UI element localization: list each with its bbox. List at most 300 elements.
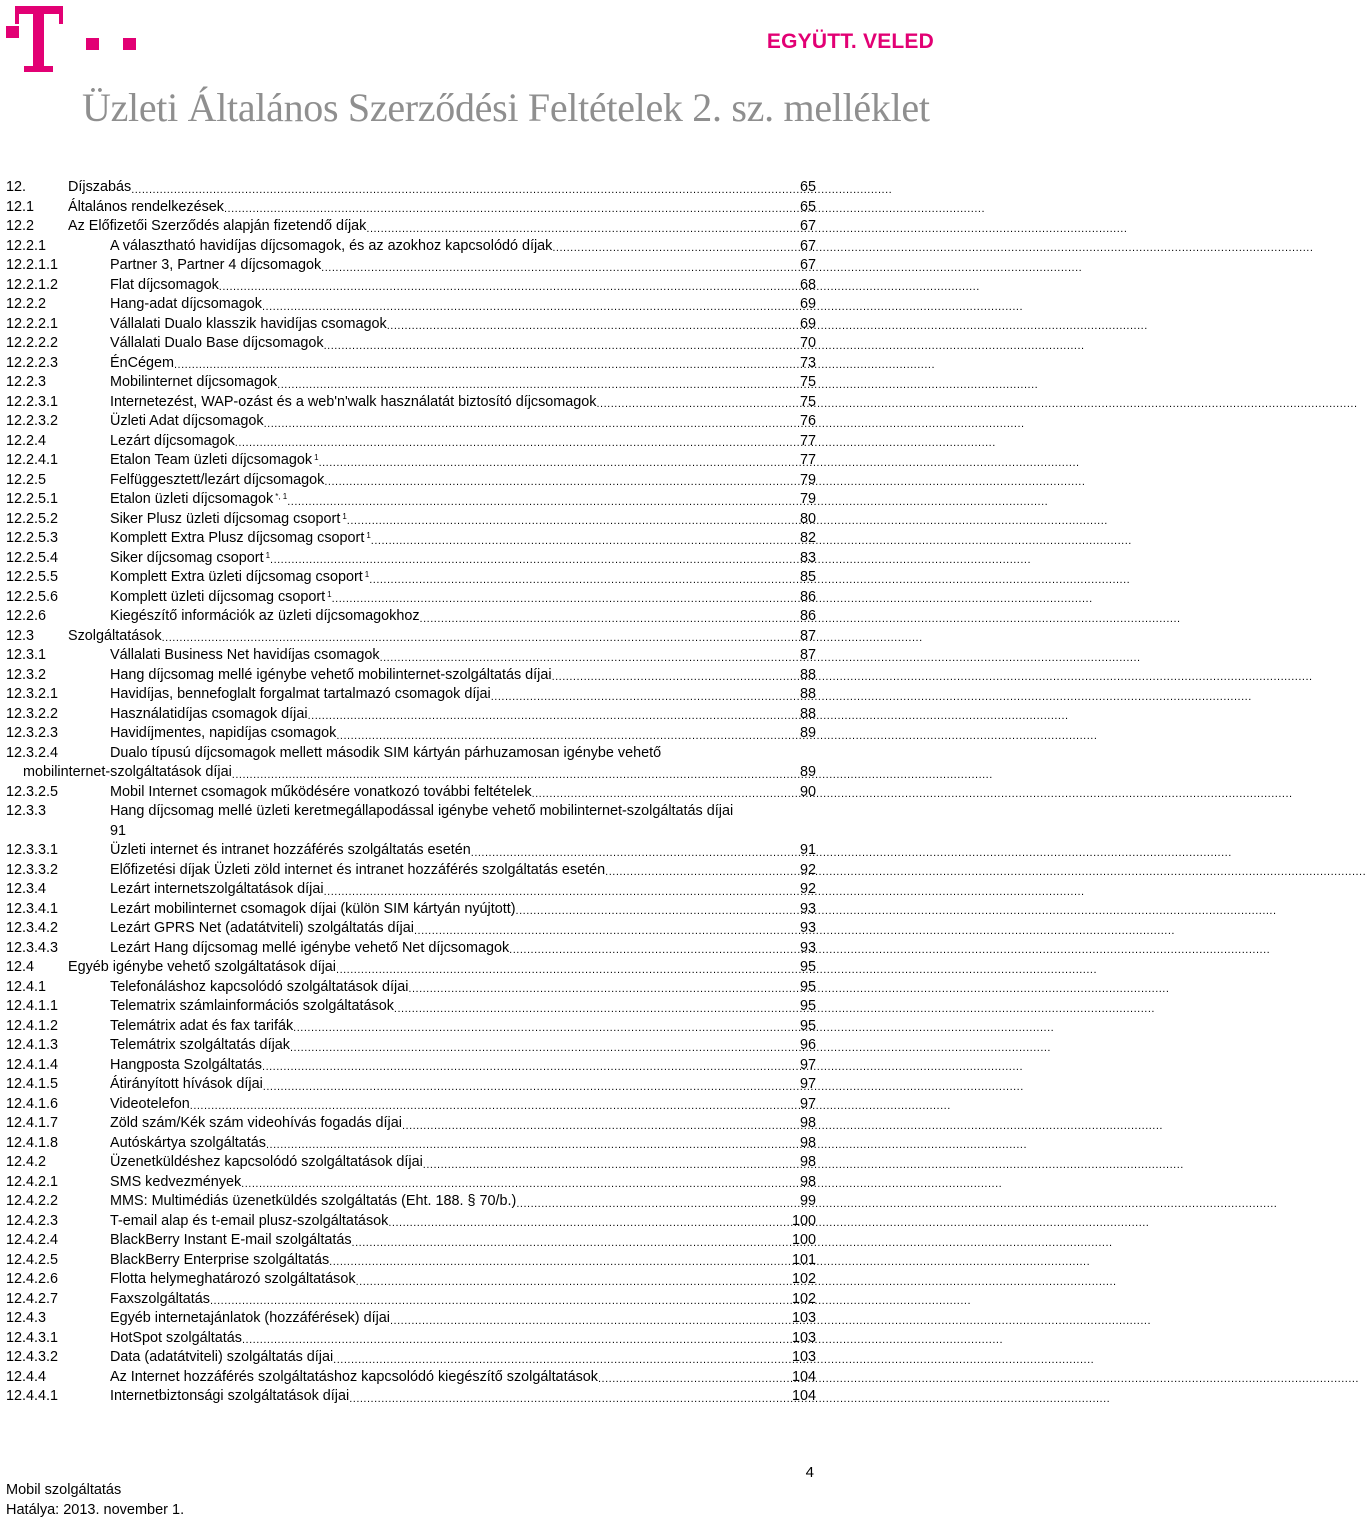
- toc-entry-label: MMS: Multimédiás üzenetküldés szolgáltatás (Eht. 188. § 70/b.): [110, 1193, 517, 1209]
- toc-leader-dots: [414, 923, 800, 939]
- toc-entry[interactable]: [6, 1192, 816, 1212]
- toc-entry-number: 12.2.4: [6, 432, 47, 449]
- toc-entry-page: 75: [799, 393, 816, 410]
- toc-entry-page: 98: [799, 1154, 816, 1170]
- toc-entry-number: 12.2.5.5: [6, 569, 59, 585]
- toc-entry[interactable]: [6, 744, 816, 783]
- toc-leader-dots: [235, 435, 800, 451]
- toc-entry-page: 76: [799, 413, 816, 429]
- toc-entry-page: 77: [799, 452, 816, 468]
- toc-entry-page: 67: [799, 218, 816, 234]
- toc-entry[interactable]: [6, 1095, 816, 1115]
- toc-entry[interactable]: [6, 373, 816, 393]
- toc-entry-number: 12.4.1.5: [6, 1076, 59, 1092]
- toc-entry-number: 12.2.5.4: [6, 549, 59, 566]
- toc-entry-number: 12.4.3: [6, 1310, 47, 1326]
- toc-entry-label: Siker díjcsomag csoport: [110, 549, 264, 566]
- toc-leader-dots: [356, 1274, 792, 1290]
- toc-entry-number: 12.4.1.8: [6, 1134, 59, 1151]
- toc-entry[interactable]: [6, 1153, 816, 1173]
- toc-leader-dots: [509, 942, 800, 958]
- toc-leader-dots: [308, 708, 800, 724]
- toc-entry[interactable]: [6, 295, 816, 315]
- toc-entry-number: 12.4.1.3: [6, 1037, 59, 1053]
- toc-entry-number: 12.4.1.1: [6, 998, 59, 1014]
- toc-leader-dots: [210, 1293, 792, 1309]
- toc-entry-number: 12.2.1.1: [6, 257, 59, 273]
- toc-entry-number: 12.4: [6, 959, 35, 975]
- toc-entry-page: 100: [791, 1232, 816, 1248]
- toc-entry-page: 82: [799, 530, 816, 546]
- toc-entry-number: 12.2.1.2: [6, 276, 59, 293]
- toc-entry[interactable]: [6, 432, 816, 452]
- toc-leader-dots: [262, 299, 800, 315]
- toc-entry-number: 12.3.2: [6, 666, 47, 683]
- toc-entry-label: Vállalati Dualo klasszik havidíjas csomagok: [110, 315, 387, 332]
- toc-leader-dots: [290, 1040, 800, 1056]
- toc-entry[interactable]: [6, 217, 816, 237]
- toc-entry-label: Kiegészítő információk az üzleti díjcsomagokhoz: [110, 608, 420, 624]
- toc-entry[interactable]: [6, 1056, 816, 1076]
- toc-entry[interactable]: [6, 1212, 816, 1232]
- toc-leader-dots: [352, 1235, 792, 1251]
- toc-entry-number: 12.4.2.1: [6, 1173, 59, 1190]
- toc-entry[interactable]: [6, 393, 816, 413]
- toc-entry-number: 12.3.3.1: [6, 842, 59, 858]
- toc-entry-number: 12.2.2: [6, 296, 47, 312]
- toc-leader-dots: [332, 591, 800, 607]
- toc-entry[interactable]: [6, 724, 816, 744]
- toc-entry[interactable]: [6, 666, 816, 686]
- toc-entry-page: 96: [799, 1037, 816, 1053]
- toc-entry[interactable]: [6, 627, 816, 647]
- toc-entry[interactable]: [6, 1368, 816, 1388]
- toc-entry-label: T-email alap és t-email plusz-szolgáltatások: [110, 1212, 389, 1229]
- toc-entry-label: Hang-adat díjcsomagok: [110, 296, 262, 312]
- toc-entry-page: 65: [799, 179, 816, 195]
- toc-entry[interactable]: [6, 978, 816, 998]
- toc-entry-number: 12.2.5.2: [6, 510, 59, 527]
- toc-leader-dots: [387, 318, 800, 334]
- toc-entry-footnote-mark: 1: [265, 550, 271, 560]
- toc-entry[interactable]: [6, 880, 816, 900]
- toc-entry[interactable]: [6, 685, 816, 705]
- toc-entry-number: 12.2.3.2: [6, 413, 59, 429]
- toc-entry-footnote-mark: 1: [366, 531, 371, 540]
- toc-leader-dots: [232, 767, 800, 783]
- toc-entry[interactable]: [6, 1036, 816, 1056]
- toc-entry-label: Általános rendelkezések: [68, 198, 224, 215]
- toc-entry-label: Partner 3, Partner 4 díjcsomagok: [110, 257, 322, 273]
- toc-entry-page: 98: [799, 1115, 816, 1131]
- toc-leader-dots: [324, 338, 800, 354]
- toc-entry-footnote-mark: 1: [342, 511, 347, 521]
- toc-entry-number: 12.4.1: [6, 978, 47, 995]
- toc-entry[interactable]: [6, 958, 816, 978]
- toc-entry-footnote-mark: 1: [327, 589, 332, 599]
- telekom-logo: [6, 4, 146, 74]
- toc-entry-page: 79: [799, 471, 816, 488]
- toc-entry-number: 12.2.2.3: [6, 354, 59, 371]
- toc-leader-dots: [324, 474, 800, 490]
- toc-leader-dots: [605, 864, 800, 880]
- toc-entry-label: Hang díjcsomag mellé igénybe vehető mobilinternet-szolgáltatás díjai: [110, 666, 552, 683]
- toc-leader-dots: [190, 1098, 800, 1114]
- toc-leader-dots: [262, 1059, 800, 1075]
- toc-entry-page: 98: [799, 1134, 816, 1151]
- toc-entry-number: 12.2.4.1: [6, 452, 59, 468]
- toc-entry-label: Flat díjcsomagok: [110, 276, 219, 293]
- toc-entry-page: 91: [799, 842, 816, 858]
- toc-entry-page: 97: [799, 1056, 816, 1073]
- toc-entry[interactable]: [6, 1290, 816, 1310]
- toc-entry-label: Hangposta Szolgáltatás: [110, 1056, 263, 1073]
- toc-entry-number: 12.3.2.3: [6, 725, 59, 741]
- toc-entry-page: 83: [799, 549, 816, 566]
- toc-entry-label: Siker Plusz üzleti díjcsomag csoport: [110, 510, 341, 527]
- toc-entry-page: 88: [799, 686, 816, 702]
- toc-entry-number: 12.1: [6, 198, 35, 215]
- toc-entry[interactable]: [6, 919, 816, 939]
- toc-entry[interactable]: [6, 1270, 816, 1290]
- toc-entry-page: 104: [791, 1368, 816, 1385]
- toc-entry-page: 87: [799, 627, 816, 644]
- toc-entry-page: 79: [799, 491, 816, 507]
- toc-entry[interactable]: [6, 412, 816, 432]
- toc-entry-label: Egyéb igénybe vehető szolgáltatások díjai: [68, 959, 337, 975]
- toc-entry-label: Lezárt Hang díjcsomag mellé igénybe vehető Net díjcsomagok: [110, 939, 510, 956]
- toc-entry-label: Internetezést, WAP-ozást és a web'n'walk használatát biztosító díjcsomagok: [110, 393, 597, 410]
- toc-entry-label: Mobilinternet díjcsomagok: [110, 374, 278, 390]
- toc-entry-page: 95: [799, 959, 816, 975]
- toc-leader-dots: [423, 1157, 800, 1173]
- toc-entry-page: 103: [791, 1310, 816, 1326]
- toc-entry-page: 69: [799, 315, 816, 332]
- toc-entry[interactable]: [6, 783, 816, 803]
- toc-leader-dots: [264, 416, 800, 432]
- toc-entry-label: BlackBerry Instant E-mail szolgáltatás: [110, 1232, 352, 1248]
- toc-leader-dots: [380, 650, 800, 666]
- footer: [6, 1480, 184, 1520]
- toc-entry-number: 12.4.2.5: [6, 1251, 59, 1268]
- toc-entry-number: 12.2.5: [6, 471, 47, 488]
- toc-entry[interactable]: [6, 1309, 816, 1329]
- toc-leader-dots: [266, 1137, 800, 1153]
- toc-entry-number: 12.4.1.6: [6, 1095, 59, 1112]
- toc-leader-dots: [270, 552, 800, 568]
- toc-entry[interactable]: [6, 1329, 816, 1349]
- toc-entry-label: Data (adatátviteli) szolgáltatás díjai: [110, 1349, 334, 1365]
- toc-entry-label: Faxszolgáltatás: [110, 1290, 210, 1307]
- toc-entry[interactable]: [6, 237, 816, 257]
- toc-entry-number: 12.3: [6, 627, 35, 644]
- toc-entry[interactable]: [6, 1017, 816, 1037]
- toc-entry[interactable]: [6, 841, 816, 861]
- toc-leader-dots: [324, 884, 800, 900]
- toc-entry-page: 101: [791, 1251, 816, 1268]
- toc-entry-number: 12.3.3.2: [6, 861, 59, 878]
- toc-entry-number: 12.4.1.7: [6, 1115, 59, 1131]
- toc-entry-label: Komplett Extra üzleti díjcsomag csoport: [110, 569, 363, 585]
- toc-leader-dots: [552, 669, 800, 685]
- toc-entry-page: 97: [799, 1095, 816, 1112]
- toc-entry-page: 67: [799, 257, 816, 273]
- toc-entry-number: 12.3.4.1: [6, 900, 59, 917]
- toc-entry-number: 12.3.4.2: [6, 920, 59, 936]
- toc-entry-label: ÉnCégem: [110, 354, 174, 371]
- toc-entry-number: 12.2.2.1: [6, 315, 59, 332]
- toc-entry-label: Használatidíjas csomagok díjai: [110, 705, 308, 722]
- toc-entry-page: 85: [799, 569, 816, 585]
- toc-entry-number: 12.4.4: [6, 1368, 47, 1385]
- toc-leader-dots: [219, 279, 800, 295]
- brand-tagline: EGYÜTT. VELED: [766, 30, 934, 53]
- toc-entry-label: Etalon Team üzleti díjcsomagok: [110, 452, 313, 468]
- toc-entry-label: Etalon üzleti díjcsomagok: [110, 491, 274, 507]
- toc-leader-dots: [336, 962, 800, 978]
- toc-leader-dots: [162, 630, 800, 646]
- toc-entry-number: 12.3.2.1: [6, 686, 59, 702]
- toc-leader-dots: [491, 689, 800, 705]
- toc-entry-page: 93: [799, 900, 816, 917]
- toc-leader-dots: [516, 903, 800, 919]
- toc-entry-label: Az Internet hozzáférés szolgáltatáshoz kapcsolódó kiegészítő szolgáltatások: [110, 1368, 598, 1385]
- toc-entry-number: 12.3.4: [6, 881, 47, 897]
- toc-entry-page: 95: [799, 1017, 816, 1034]
- toc-entry-label: Lezárt GPRS Net (adatátviteli) szolgáltatás díjai: [110, 920, 414, 936]
- toc-entry-number: 12.3.4.3: [6, 939, 59, 956]
- toc-entry-label: SMS kedvezmények: [110, 1173, 242, 1190]
- page-number: 4: [805, 1464, 814, 1481]
- toc-leader-dots: [293, 1020, 800, 1036]
- footer-effective-date: Hatálya: 2013. november 1.: [6, 1502, 185, 1518]
- toc-leader-dots: [336, 728, 800, 744]
- toc-entry-page: 102: [791, 1271, 816, 1287]
- toc-leader-dots: [516, 1196, 800, 1212]
- toc-entry-page: 90: [799, 783, 816, 800]
- toc-entry-number: 12.4.2.4: [6, 1232, 59, 1248]
- toc-entry[interactable]: [6, 607, 816, 627]
- toc-entry-number: 12.4.2.7: [6, 1290, 59, 1307]
- toc-entry[interactable]: [6, 276, 816, 296]
- toc-entry-label: Üzleti internet és intranet hozzáférés szolgáltatás esetén: [110, 842, 471, 858]
- toc-entry-page: 88: [799, 666, 816, 683]
- toc-entry[interactable]: [6, 198, 816, 218]
- toc-entry[interactable]: [6, 1348, 816, 1368]
- toc-entry-label: Zöld szám/Kék szám videohívás fogadás díjai: [110, 1115, 402, 1131]
- toc-entry-page: 103: [791, 1329, 816, 1346]
- toc-entry-footnote-mark: *, 1: [275, 492, 288, 501]
- toc-entry-page: 103: [791, 1349, 816, 1365]
- toc-entry-label: Flotta helymeghatározó szolgáltatások: [110, 1271, 356, 1287]
- toc-entry-label: Előfizetési díjak Üzleti zöld internet és intranet hozzáférés szolgáltatás esetén: [110, 861, 606, 878]
- toc-entry-number: 12.2.1: [6, 237, 47, 254]
- toc-entry-label: A választható havidíjas díjcsomagok, és az azokhoz kapcsolódó díjak: [110, 237, 553, 254]
- toc-entry-label: Lezárt díjcsomagok: [110, 432, 235, 449]
- toc-entry-number: 12.3.2.2: [6, 705, 59, 722]
- toc-entry-number: 12.2.2.2: [6, 335, 59, 351]
- toc-entry-number: 12.2.3: [6, 374, 47, 390]
- toc-entry-number: 12.3.3: [6, 803, 47, 819]
- toc-entry-number: 12.4.2.2: [6, 1193, 59, 1209]
- toc-leader-dots: [552, 240, 800, 256]
- toc-leader-dots: [371, 533, 800, 549]
- toc-entry-label: Telemátrix szolgáltatás díjak: [110, 1037, 290, 1053]
- toc-entry[interactable]: [6, 1114, 816, 1134]
- toc-entry-number: 12.2.3.1: [6, 393, 59, 410]
- toc-leader-dots: [329, 1254, 792, 1270]
- toc-entry[interactable]: [6, 256, 816, 276]
- toc-entry-page: 89: [799, 725, 816, 741]
- toc-entry-page: 95: [799, 978, 816, 995]
- toc-entry-page: 102: [791, 1290, 816, 1307]
- toc-entry-label: HotSpot szolgáltatás: [110, 1329, 242, 1346]
- toc-entry-page: 89: [799, 764, 816, 780]
- toc-entry[interactable]: [6, 1173, 816, 1193]
- toc-entry-page: 92: [799, 861, 816, 878]
- toc-leader-dots: [532, 786, 800, 802]
- toc-entry-label: Üzenetküldéshez kapcsolódó szolgáltatások díjai: [110, 1154, 423, 1170]
- toc-leader-dots: [408, 981, 800, 997]
- toc-entry-label: Telematrix számlainformációs szolgáltatások: [110, 998, 394, 1014]
- toc-entry[interactable]: [6, 529, 816, 549]
- toc-entry-number: 12.4.2: [6, 1154, 47, 1170]
- toc-entry[interactable]: [6, 997, 816, 1017]
- toc-entry-number: 12.4.2.3: [6, 1212, 59, 1229]
- toc-entry[interactable]: [6, 451, 816, 471]
- toc-entry-label: Internetbiztonsági szolgáltatások díjai: [110, 1388, 350, 1404]
- toc-entry[interactable]: [6, 705, 816, 725]
- toc-entry-footnote-mark: 1: [314, 453, 319, 462]
- toc-entry[interactable]: [6, 549, 816, 569]
- toc-entry[interactable]: [6, 178, 816, 198]
- toc-leader-dots: [174, 357, 800, 373]
- toc-leader-dots: [321, 260, 800, 276]
- toc-entry[interactable]: [6, 1251, 816, 1271]
- toc-leader-dots: [224, 201, 800, 217]
- toc-entry-label: Díjszabás: [68, 179, 132, 195]
- toc-entry-page: 95: [799, 998, 816, 1014]
- document-title: Üzleti Általános Szerződési Feltételek 2. sz. melléklet: [82, 85, 930, 130]
- toc-entry-page: 87: [799, 647, 816, 663]
- toc-entry-number: 12.2.5.3: [6, 530, 59, 546]
- toc-leader-dots: [598, 1371, 792, 1387]
- toc-entry-number: 12.3.2.5: [6, 783, 59, 800]
- toc-entry-page: 70: [799, 335, 816, 351]
- toc-entry-number: 12.4.1.4: [6, 1056, 59, 1073]
- toc-entry-page: 88: [799, 705, 816, 722]
- toc-entry[interactable]: [6, 315, 816, 335]
- toc-entry-label: Felfüggesztett/lezárt díjcsomagok: [110, 471, 325, 488]
- toc-leader-dots: [349, 1391, 792, 1407]
- toc-entry-label: Vállalati Business Net havidíjas csomagok: [110, 647, 380, 663]
- toc-entry-label: BlackBerry Enterprise szolgáltatás: [110, 1251, 330, 1268]
- toc-entry-page: 93: [799, 939, 816, 956]
- toc-entry-label: Hang díjcsomag mellé üzleti keretmegállapodással igénybe vehető mobilinternet-szolgáltatás díjai: [110, 803, 734, 819]
- toc-entry[interactable]: [6, 588, 816, 608]
- toc-entry-page: 99: [799, 1193, 816, 1209]
- toc-entry-label: Havidíjmentes, napidíjas csomagok: [110, 725, 337, 741]
- toc-leader-dots: [241, 1176, 800, 1192]
- toc-leader-dots: [388, 1215, 792, 1231]
- toc-leader-dots: [287, 494, 800, 510]
- toc-entry[interactable]: [6, 568, 816, 588]
- toc-entry[interactable]: [6, 471, 816, 491]
- toc-leader-dots: [471, 845, 800, 861]
- toc-entry[interactable]: [6, 646, 816, 666]
- toc-entry-page: 104: [791, 1388, 816, 1404]
- table-of-contents: [6, 178, 816, 1407]
- toc-entry-number: 12.3.1: [6, 647, 47, 663]
- toc-entry[interactable]: [6, 1075, 816, 1095]
- toc-entry-label: Komplett Extra Plusz díjcsomag csoport: [110, 530, 365, 546]
- toc-leader-dots: [420, 611, 800, 627]
- toc-leader-dots: [597, 396, 800, 412]
- toc-entry[interactable]: [6, 939, 816, 959]
- toc-leader-dots: [366, 221, 800, 237]
- toc-entry-label: Komplett üzleti díjcsomag csoport: [110, 588, 326, 605]
- toc-entry-number: 12.4.3.1: [6, 1329, 59, 1346]
- toc-entry-label: Havidíjas, bennefoglalt forgalmat tartalmazó csomagok díjai: [110, 686, 491, 702]
- toc-entry-label: Videotelefon: [110, 1095, 190, 1112]
- toc-entry-page: 92: [799, 881, 816, 897]
- toc-entry-page: 91: [110, 822, 127, 839]
- toc-entry[interactable]: [6, 354, 816, 374]
- toc-entry-page: 100: [791, 1212, 816, 1229]
- toc-entry-label: Szolgáltatások: [68, 627, 162, 644]
- toc-leader-dots: [333, 1352, 792, 1368]
- toc-entry[interactable]: [6, 900, 816, 920]
- toc-entry-page: 65: [799, 198, 816, 215]
- toc-entry[interactable]: [6, 334, 816, 354]
- toc-entry-label: Vállalati Dualo Base díjcsomagok: [110, 335, 324, 351]
- toc-entry[interactable]: [6, 861, 816, 881]
- toc-entry-label: Átirányított hívások díjai: [110, 1076, 263, 1092]
- toc-leader-dots: [390, 1313, 792, 1329]
- toc-entry-page: 93: [799, 920, 816, 936]
- toc-entry-label: Az Előfizetői Szerződés alapján fizetendő díjak: [68, 218, 367, 234]
- toc-entry-page: 75: [799, 374, 816, 390]
- toc-entry-label: Mobil Internet csomagok működésére vonatkozó további feltételek: [110, 783, 532, 800]
- toc-entry[interactable]: [6, 1231, 816, 1251]
- toc-leader-dots: [242, 1332, 792, 1348]
- toc-entry-page: 97: [799, 1076, 816, 1092]
- toc-entry-page: 77: [799, 432, 816, 449]
- toc-entry-label: Dualo típusú díjcsomagok mellett második SIM kártyán párhuzamosan igénybe vehető: [110, 744, 662, 761]
- toc-entry-number: 12.2: [6, 218, 35, 234]
- toc-entry-label: Lezárt mobilinternet csomagok díjai (külön SIM kártyán nyújtott): [110, 900, 516, 917]
- toc-entry-label: Telefonáláshoz kapcsolódó szolgáltatások díjai: [110, 978, 409, 995]
- toc-entry-page: 86: [799, 588, 816, 605]
- toc-entry-label-continued: mobilinternet-szolgáltatások díjai: [23, 764, 232, 780]
- toc-entry-label: Autóskártya szolgáltatás: [110, 1134, 266, 1151]
- toc-entry-label: Lezárt internetszolgáltatások díjai: [110, 881, 324, 897]
- footer-service-line: Mobil szolgáltatás: [6, 1482, 122, 1498]
- toc-leader-dots: [402, 1118, 800, 1134]
- toc-entry[interactable]: [6, 490, 816, 510]
- toc-entry-page: 73: [799, 354, 816, 371]
- toc-entry[interactable]: [6, 1387, 816, 1407]
- toc-entry-page: 86: [799, 608, 816, 624]
- toc-entry-number: 12.4.1.2: [6, 1017, 59, 1034]
- toc-entry-page: 67: [799, 237, 816, 254]
- toc-entry-label: Egyéb internetajánlatok (hozzáférések) díjai: [110, 1310, 390, 1326]
- toc-entry[interactable]: [6, 802, 816, 841]
- toc-entry[interactable]: [6, 510, 816, 530]
- toc-entry[interactable]: [6, 1134, 816, 1154]
- toc-entry-page: 98: [799, 1173, 816, 1190]
- toc-entry-number: 12.: [6, 179, 27, 195]
